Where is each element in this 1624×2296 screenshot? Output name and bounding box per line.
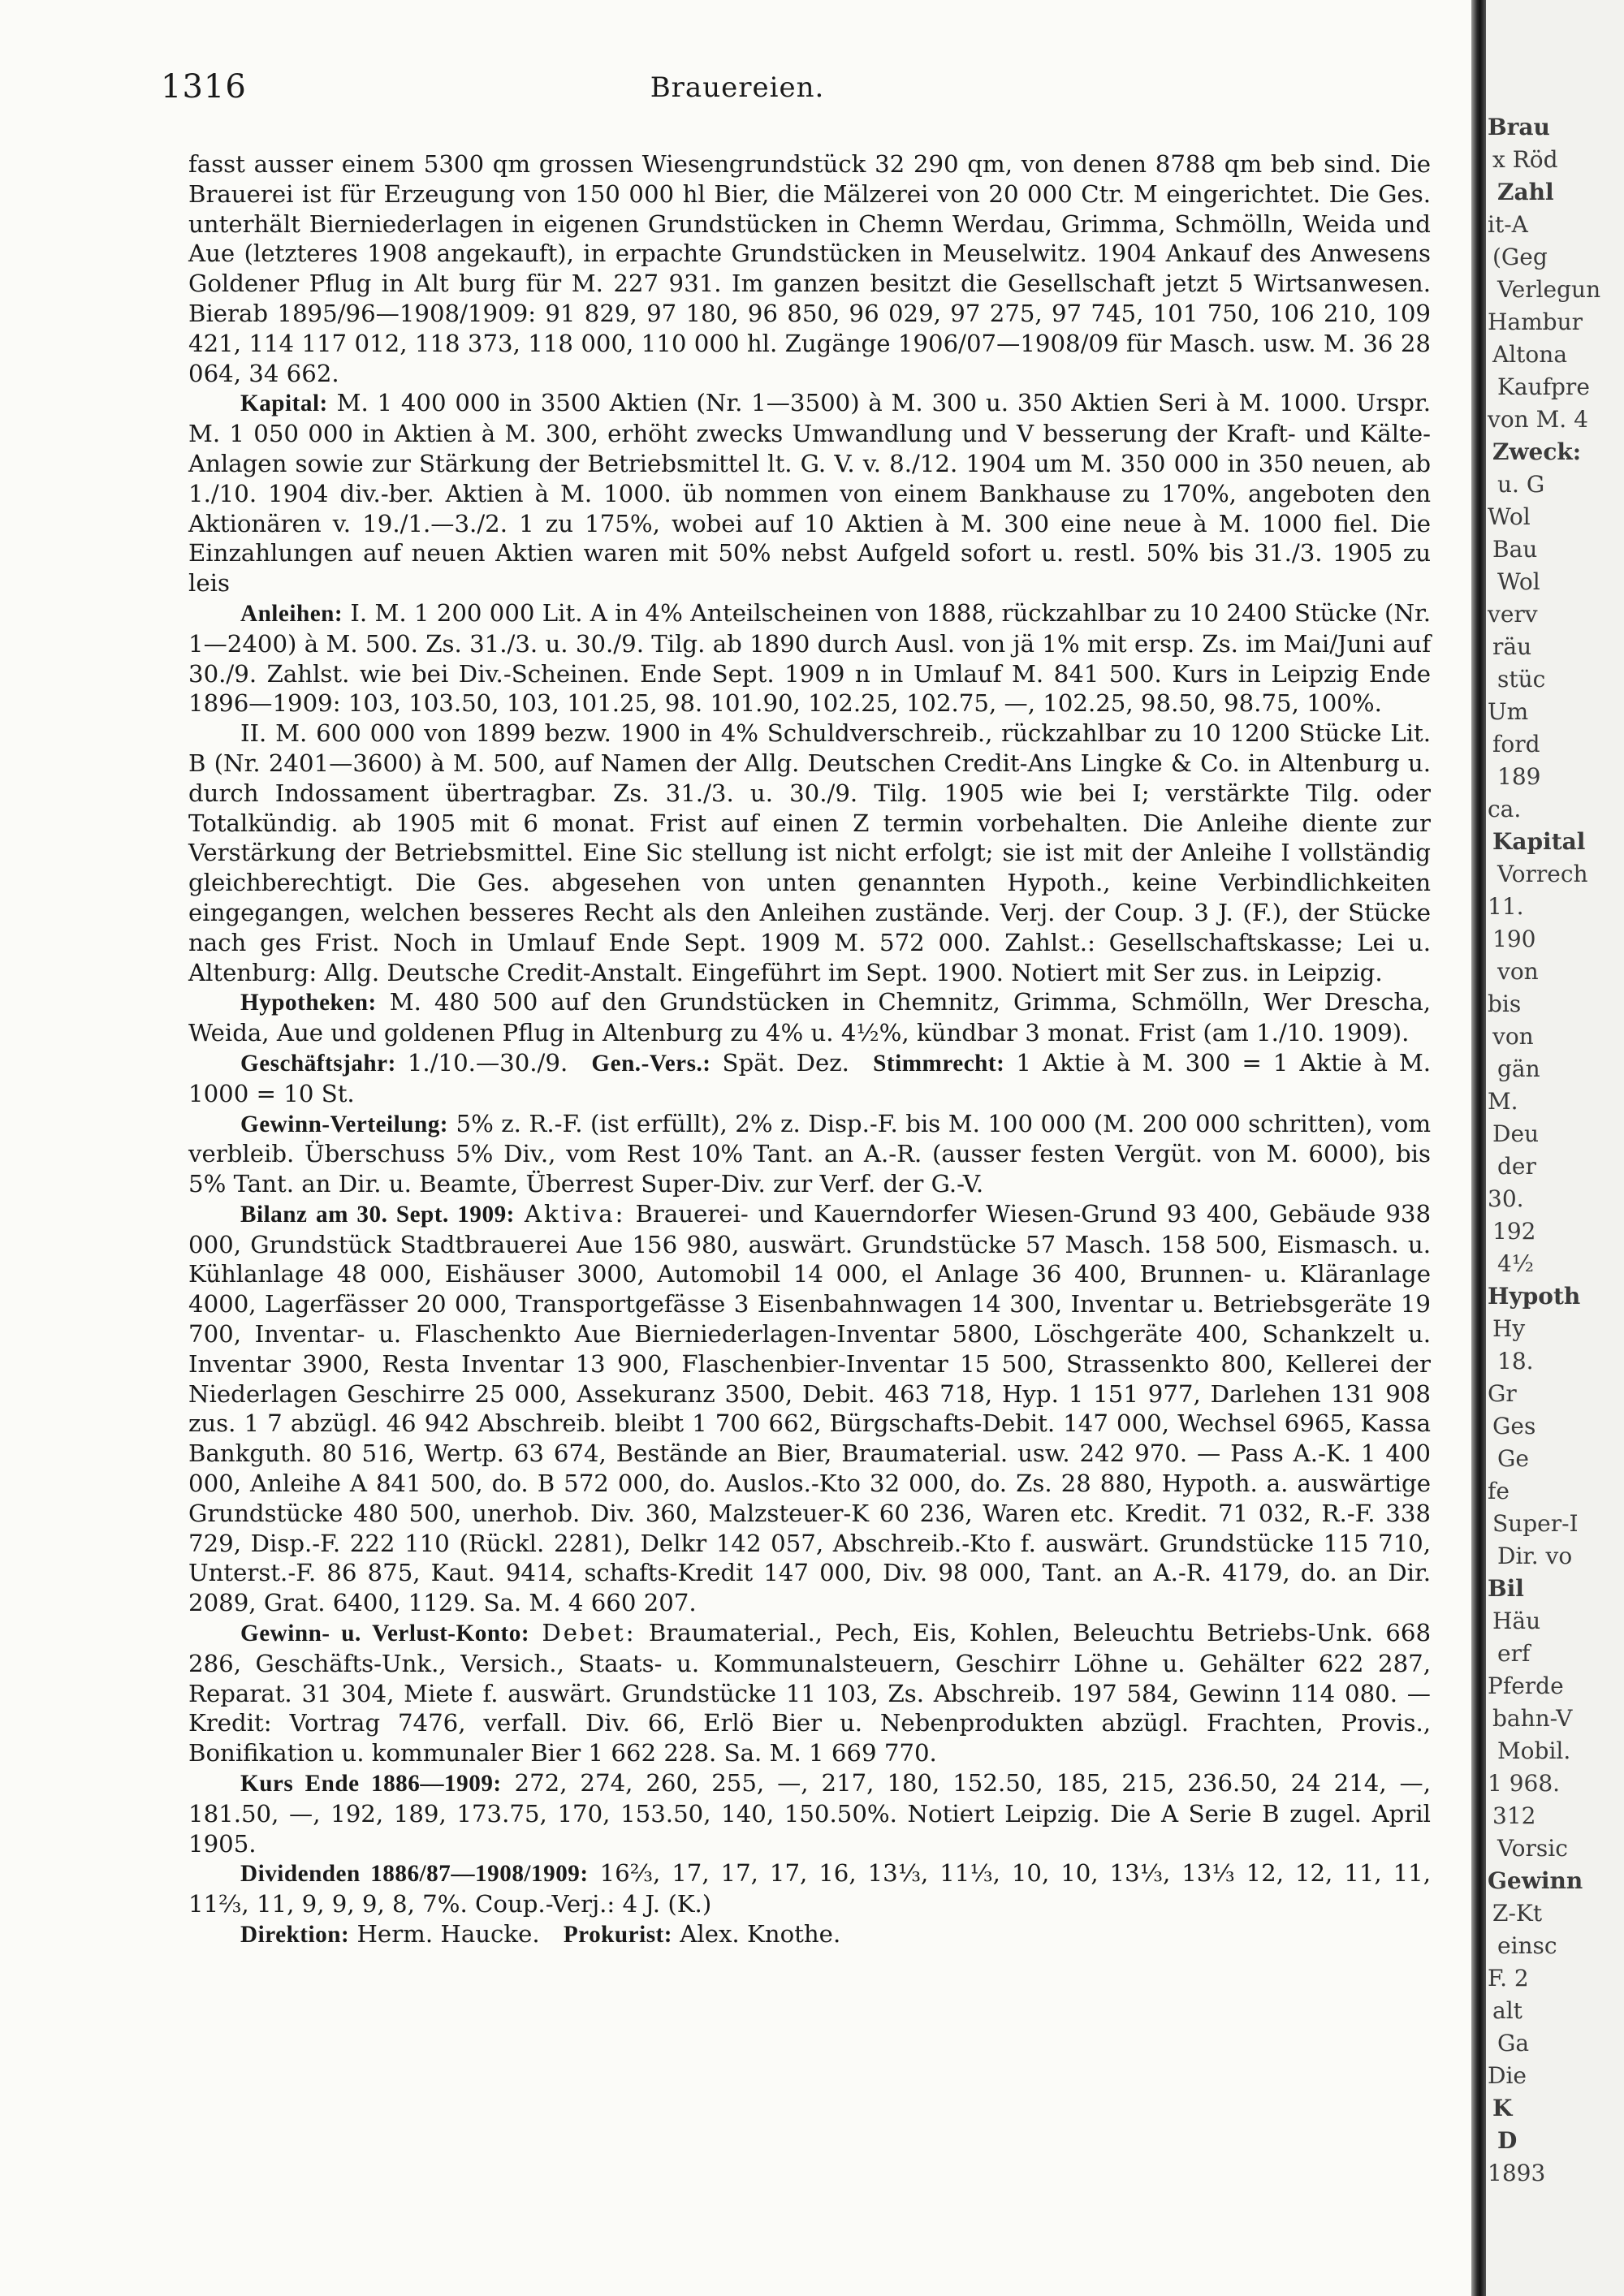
section-sublabel: Debet: bbox=[542, 1619, 637, 1647]
adjacent-page-fragment: D bbox=[1497, 2127, 1518, 2154]
adjacent-page-fragment: Mobil. bbox=[1497, 1737, 1571, 1764]
paragraph bbox=[188, 1109, 1431, 1199]
adjacent-page-fragment: Gewinn bbox=[1488, 1867, 1583, 1894]
paragraph-text: Spät. Dez. bbox=[722, 1048, 849, 1077]
section-label: Gewinn- u. Verlust-Konto: bbox=[240, 1621, 530, 1647]
section-label: Gewinn-Verteilung: bbox=[240, 1111, 449, 1137]
adjacent-page-fragment: bis bbox=[1488, 990, 1522, 1017]
adjacent-page-fragment: u. G bbox=[1497, 471, 1545, 498]
adjacent-page-fragment: 312 bbox=[1492, 1802, 1536, 1829]
paragraph-text: 272, 274, 260, 255, —, 217, 180, 152.50, 185, 215, 236.50, 24 214, —, 181.50, —, 192, 189, 173.75, 170, 153.50, 140, 150.50%. Notiert Leipzig. Die A Serie B zugel. April 1905. bbox=[188, 1769, 1432, 1858]
adjacent-page-fragment: Z-Kt bbox=[1492, 1900, 1543, 1927]
adjacent-page-fragment: 30. bbox=[1488, 1185, 1524, 1212]
adjacent-page-fragment: 11. bbox=[1488, 893, 1524, 920]
adjacent-page-fragment: Pferde bbox=[1488, 1672, 1564, 1699]
book-spine bbox=[1471, 0, 1486, 2296]
section-label: Gen.-Vers.: bbox=[591, 1050, 711, 1077]
adjacent-page-fragment: erf bbox=[1497, 1640, 1531, 1667]
paragraph-text: 1./10.—30./9. bbox=[407, 1048, 568, 1077]
adjacent-page-fragment: Bil bbox=[1488, 1575, 1524, 1602]
adjacent-page-fragment: Altona bbox=[1492, 341, 1568, 368]
adjacent-page-fragment: von bbox=[1497, 958, 1539, 985]
adjacent-page-fragment: alt bbox=[1492, 1997, 1522, 2024]
paragraph bbox=[188, 1618, 1431, 1768]
adjacent-page-fragment: fe bbox=[1488, 1478, 1510, 1504]
adjacent-page-fragment: Vorsic bbox=[1497, 1835, 1568, 1862]
section-label: Stimmrecht: bbox=[873, 1050, 1005, 1077]
adjacent-page-fragment: Wol bbox=[1497, 568, 1540, 595]
adjacent-page-fragment: Vorrech bbox=[1497, 861, 1588, 887]
adjacent-page-fragment: Super-I bbox=[1492, 1510, 1579, 1537]
paragraph bbox=[188, 388, 1431, 598]
paragraph bbox=[188, 1858, 1431, 1919]
adjacent-page-fragment: Die bbox=[1488, 2062, 1527, 2089]
adjacent-page-fragment: Hypoth bbox=[1488, 1283, 1581, 1310]
paragraph-text: 5% z. R.-F. (ist erfüllt), 2% z. Disp.-F. bis M. 100 000 (M. 200 000 schritten), vom verbleib. Überschuss 5% Div., vom Rest 10% Tant. an A.-R. (ausser festen Vergüt. von M. 6000), bis 5% Tant. an Dir. u. Beamte, Überrest Super-Div. zur Verf. der G.-V. bbox=[188, 1109, 1431, 1198]
paragraph bbox=[188, 1919, 1431, 1950]
adjacent-page-fragment: Deu bbox=[1492, 1120, 1540, 1147]
adjacent-page-fragment: räu bbox=[1492, 633, 1532, 660]
adjacent-page-fragment: 189 bbox=[1497, 763, 1541, 790]
paragraph-text: Braumaterial., Pech, Eis, Kohlen, Beleuchtu Betriebs-Unk. 668 286, Geschäfts-Unk., Versich., Staats- u. Kommunalsteuern, Geschirr Löhne u. Gehälter 622 287, Reparat. 31 304, Miete f. auswärt. Grundstücke 11 103, Zs. Abschreib. 197 584, Gewinn 114 080. — Kredit: Vortrag 7476, verfall. Div. 66, Erlö Bier u. Nebenprodukten abzügl. Frachten, Provis., Bonifikation u. kommunaler Bier 1 662 228. Sa. M. 1 669 770. bbox=[188, 1619, 1432, 1767]
section-label: Bilanz am 30. Sept. 1909: bbox=[240, 1201, 515, 1228]
adjacent-page-fragment: ford bbox=[1492, 731, 1540, 757]
paragraph bbox=[188, 149, 1431, 388]
adjacent-page-fragment: einsc bbox=[1497, 1932, 1557, 1959]
adjacent-page-fragment: verv bbox=[1488, 601, 1538, 628]
adjacent-page-fragment: von M. 4 bbox=[1488, 406, 1588, 433]
adjacent-page-fragment: 192 bbox=[1492, 1218, 1536, 1245]
adjacent-page-fragment: Zahl bbox=[1497, 179, 1554, 205]
section-label: Kurs Ende 1886—1909: bbox=[240, 1771, 502, 1798]
adjacent-page-fragment: 190 bbox=[1492, 926, 1536, 952]
adjacent-page-fragment: 1893 bbox=[1488, 2160, 1546, 2186]
paragraph bbox=[188, 1768, 1431, 1858]
adjacent-page-fragment: der bbox=[1497, 1153, 1536, 1180]
adjacent-page-fragment: Ga bbox=[1497, 2030, 1530, 2056]
section-label: Dividenden 1886/87—1908/1909: bbox=[240, 1861, 589, 1888]
paragraph bbox=[188, 1199, 1431, 1618]
adjacent-page-fragment: x Röd bbox=[1492, 146, 1558, 173]
adjacent-page-fragment: 1 968. bbox=[1488, 1770, 1561, 1797]
paragraph-text: M. 480 500 auf den Grundstücken in Chemnitz, Grimma, Schmölln, Wer Drescha, Weida, Aue und goldenen Pflug in Altenburg zu 4% u. 4½%, kündbar 3 monat. Frist (am 1./10. 1909). bbox=[188, 988, 1431, 1047]
adjacent-page-fragment: ca. bbox=[1488, 796, 1522, 822]
section-label: Anleihen: bbox=[240, 600, 343, 627]
adjacent-page-fragment: Kapital bbox=[1492, 828, 1586, 855]
adjacent-page-fragment: it-A bbox=[1488, 211, 1528, 238]
adjacent-page-fragment: (Geg bbox=[1492, 244, 1548, 270]
paragraph-text: II. M. 600 000 von 1899 bezw. 1900 in 4% Schuldverschreib., rückzahlbar zu 10 1200 Stücke Lit. B (Nr. 2401—3600) à M. 500, auf Namen der Allg. Deutschen Credit-Ans Lingke & Co. in Altenburg u. durch Indossament übertragbar. Zs. 31./3. u. 30./9. Tilg. 1905 wie bei I; verstärkte Tilg. oder Totalkündig. ab 1905 mit 6 monat. Frist auf einen Z termin vorbehalten. Die Anleihe diente zur Verstärkung der Betriebsmittel. Eine Sic stellung ist nicht erfolgt; sie ist mit der Anleihe I vollständig gleichberechtigt. Die Ges. abgesehen von unten genannten Hypoth., keine Verbindlichkeiten eingegangen, welchen besseres Recht als den Anleihen zustände. Verj. der Coup. 3 J. (F.), der Stücke nach ges Frist. Noch in Umlauf Ende Sept. 1909 M. 572 000. Zahlst.: Gesellschaftskasse; Lei u. Altenburg: Allg. Deutsche Credit-Anstalt. Eingeführt im Sept. 1900. Notiert mit Ser zus. in Leipzig. bbox=[188, 719, 1431, 986]
paragraph bbox=[188, 1048, 1431, 1109]
adjacent-page-fragment: Brau bbox=[1488, 114, 1550, 140]
paragraph-text: Herm. Haucke. bbox=[356, 1920, 540, 1949]
paragraph-text: Alex. Knothe. bbox=[680, 1920, 841, 1949]
paragraph-text: fasst ausser einem 5300 qm grossen Wiesengrundstück 32 290 qm, von denen 8788 qm beb sind. Die Brauerei ist für Erzeugung von 150 000 hl Bier, die Mälzerei von 20 000 Ctr. M eingerichtet. Die Ges. unterhält Bierniederlagen in eigenen Grundstücken in Chemn Werdau, Grimma, Schmölln, Weida und Aue (letzteres 1908 angekauft), in erpachte Grundstücken in Meuselwitz. 1904 Ankauf des Anwesens Goldener Pflug in Alt burg für M. 227 931. Im ganzen besitzt die Gesellschaft jetzt 5 Wirtsanwesen. Bierab 1895/96—1908/1909: 91 829, 97 180, 96 850, 96 029, 97 275, 97 745, 101 750, 106 210, 109 421, 114 117 012, 118 373, 118 000, 110 000 hl. Zugänge 1906/07—1908/09 für Masch. usw. M. 36 28 064, 34 662. bbox=[188, 150, 1431, 387]
adjacent-page-fragment: Kaufpre bbox=[1497, 373, 1590, 400]
page-number: 1316 bbox=[161, 68, 247, 106]
adjacent-page-fragment: stüc bbox=[1497, 666, 1546, 693]
adjacent-page-fragment: Hy bbox=[1492, 1315, 1526, 1342]
adjacent-page-fragment: gän bbox=[1497, 1055, 1540, 1082]
adjacent-page-fragment: Wol bbox=[1488, 503, 1531, 530]
adjacent-page-fragment: Gr bbox=[1488, 1380, 1517, 1407]
adjacent-page-fragment: Um bbox=[1488, 698, 1529, 725]
adjacent-page-fragment: M. bbox=[1488, 1088, 1518, 1115]
adjacent-page-fragment: Verlegun bbox=[1497, 276, 1601, 303]
section-label: Geschäftsjahr: bbox=[240, 1050, 396, 1077]
paragraph bbox=[188, 719, 1431, 987]
adjacent-page-fragment: 4½ bbox=[1497, 1250, 1534, 1277]
adjacent-page-fragment: F. 2 bbox=[1488, 1965, 1529, 1992]
adjacent-page-fragment: von bbox=[1492, 1023, 1534, 1050]
adjacent-page-fragment: Zweck: bbox=[1492, 438, 1582, 465]
adjacent-page-fragment: Bau bbox=[1492, 536, 1538, 563]
article-body bbox=[188, 149, 1431, 1950]
adjacent-page-edge bbox=[1486, 0, 1624, 2296]
adjacent-page-fragment: Dir. vo bbox=[1497, 1543, 1573, 1569]
running-head: Brauereien. bbox=[650, 71, 825, 104]
adjacent-page-fragment: 18. bbox=[1497, 1348, 1534, 1375]
section-label: Direktion: bbox=[240, 1922, 350, 1949]
adjacent-page-fragment: bahn-V bbox=[1492, 1705, 1573, 1732]
section-label: Hypotheken: bbox=[240, 990, 377, 1016]
paragraph bbox=[188, 598, 1431, 719]
adjacent-page-fragment: K bbox=[1492, 2095, 1513, 2121]
paragraph-text: 1 Aktie à M. 300 = 1 Aktie à M. 1000 = 10 St. bbox=[188, 1048, 1432, 1107]
adjacent-page-fragment: Ges bbox=[1492, 1413, 1536, 1439]
paragraph-text: 16⅔, 17, 17, 17, 16, 13⅓, 11⅓, 10, 10, 13⅓, 13⅓ 12, 12, 11, 11, 11⅔, 11, 9, 9, 9, 8, 7%. Coup.-Verj.: 4 J. (K.) bbox=[188, 1859, 1432, 1918]
paragraph-text: I. M. 1 200 000 Lit. A in 4% Anteilscheinen von 1888, rückzahlbar zu 10 2400 Stücke (Nr. 1—2400) à M. 500. Zs. 31./3. u. 30./9. Tilg. ab 1890 durch Ausl. von jä 1% mit ersp. Zs. im Mai/Juni auf 30./9. Zahlst. wie bei Div.-Scheinen. Ende Sept. 1909 n in Umlauf M. 841 500. Kurs in Leipzig Ende 1896—1909: 103, 103.50, 103, 101.25, 98. 101.90, 102.25, 102.75, —, 102.25, 98.50, 98.75, 100%. bbox=[188, 598, 1432, 718]
adjacent-page-fragment: Häu bbox=[1492, 1608, 1541, 1634]
page-header bbox=[161, 68, 1436, 117]
section-label: Prokurist: bbox=[563, 1922, 672, 1949]
adjacent-page-fragment: Ge bbox=[1497, 1445, 1529, 1472]
paragraph-text: Brauerei- und Kauerndorfer Wiesen-Grund 93 400, Gebäude 938 000, Grundstück Stadtbrauerei Aue 156 980, auswärt. Grundstücke 57 Masch. 158 500, Eismasch. u. Kühlanlage 48 000, Eishäuser 3000, Automobil 14 000, el Anlage 36 400, Brunnen- u. Kläranlage 4000, Lagerfässer 20 000, Transportgefässe 3 Eisenbahnwagen 14 300, Inventar u. Betriebsgeräte 19 700, Inventar- u. Flaschenkto Aue Bierniederlagen-Inventar 5800, Löschgeräte 400, Schankzelt u. Inventar 3900, Resta Inventar 13 900, Flaschenbier-Inventar 15 500, Strassenkto 800, Kellerei der Niederlagen Geschirre 25 000, Assekuranz 3500, Debit. 463 718, Hyp. 1 151 977, Darlehen 131 908 zus. 1 7 abzügl. 46 942 Abschreib. bleibt 1 700 662, Bürgschafts-Debit. 147 000, Wechsel 6965, Kassa Bankguth. 80 516, Wertp. 63 674, Bestände an Bier, Braumaterial. usw. 242 970. — Pass A.-K. 1 400 000, Anleihe A 841 500, do. B 572 000, do. Auslos.-Kto 32 000, do. Zs. 28 880, Hypoth. a. auswärtige Grundstücke 480 500, unerhob. Div. 360, Malzsteuer-K 60 236, Waren etc. Kredit. 71 032, R.-F. 338 729, Disp.-F. 222 110 (Rückl. 2281), Delkr 142 057, Abschreib.-Kto f. auswärt. Grundstücke 115 710, Unterst.-F. 86 875, Kaut. 9414, schafts-Kredit 147 000, Div. 98 000, Tant. an A.-R. 4179, do. an Dir. 2089, Grat. 6400, 1129. Sa. M. 4 660 207. bbox=[188, 1199, 1432, 1617]
paragraph-text: M. 1 400 000 in 3500 Aktien (Nr. 1—3500) à M. 300 u. 350 Aktien Seri à M. 1000. Urspr. M. 1 050 000 in Aktien à M. 300, erhöht zwecks Umwandlung und V besserung der Kraft- und Kälte-Anlagen sowie zur Stärkung der Betriebsmittel lt. G. V. v. 8./12. 1904 um M. 350 000 in 350 neuen, ab 1./10. 1904 div.-ber. Aktien à M. 1000. üb nommen von einem Bankhause zu 170%, angeboten den Aktionären v. 19./1.—3./2. 1 zu 175%, wobei auf 10 Aktien à M. 300 eine neue à M. 1000 fiel. Die Einzahlungen auf neuen Aktien waren mit 50% nebst Aufgeld sofort u. restl. 50% bis 31./3. 1905 zu leis bbox=[188, 389, 1431, 598]
paragraph bbox=[188, 987, 1431, 1048]
section-label: Kapital: bbox=[240, 391, 328, 417]
section-sublabel: Aktiva: bbox=[524, 1199, 626, 1228]
adjacent-page-fragment: Hambur bbox=[1488, 309, 1583, 335]
